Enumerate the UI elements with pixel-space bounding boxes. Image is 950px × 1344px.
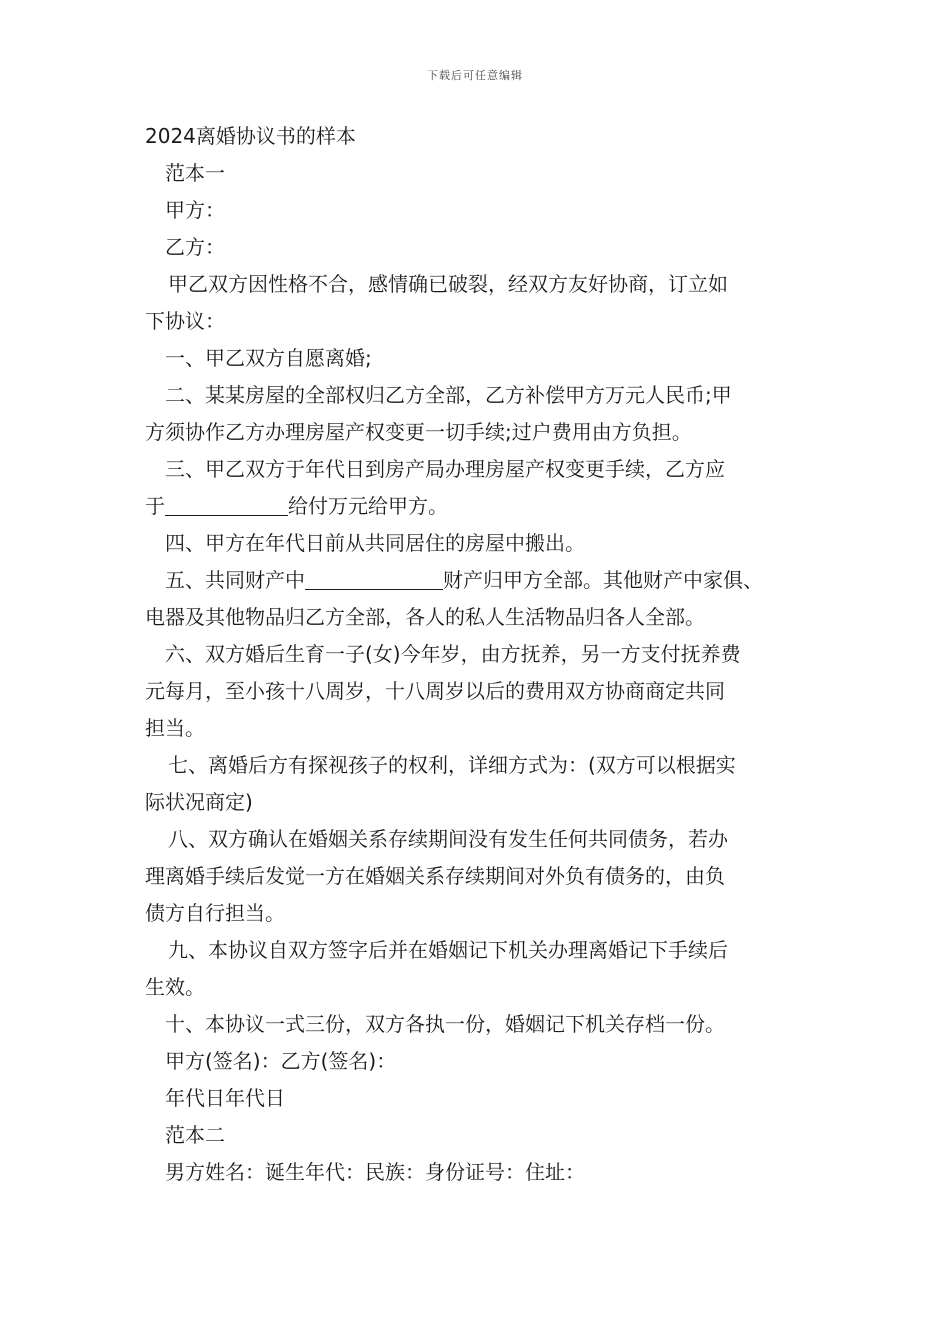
party-a-line: 甲方： xyxy=(165,198,225,222)
document-body xyxy=(145,118,815,1191)
clause-3-prefix: 于 xyxy=(145,494,165,518)
clause-4: 四、甲方在年代日前从共同居住的房屋中搬出。 xyxy=(165,531,585,555)
clause-7-line-1: 七、离婚后方有探视孩子的权利，详细方式为：(双方可以根据实 xyxy=(168,753,736,777)
clause-9-line-2: 生效。 xyxy=(145,975,205,999)
clause-3-line-1: 三、甲乙双方于年代日到房产局办理房屋产权变更手续，乙方应 xyxy=(165,457,725,481)
clause-5-line-2: 电器及其他物品归乙方全部，各人的私人生活物品归各人全部。 xyxy=(145,605,705,629)
clause-6-line-1: 六、双方婚后生育一子(女)今年岁，由方抚养，另一方支付抚养费 xyxy=(165,642,741,666)
header-note: 下载后可任意编辑 xyxy=(427,69,523,82)
sample1-label: 范本一 xyxy=(165,161,225,185)
fill-in-blank xyxy=(165,495,288,516)
clause-2-line-2: 方须协作乙方办理房屋产权变更一切手续;过户费用由方负担。 xyxy=(145,420,692,444)
clause-1: 一、甲乙双方自愿离婚; xyxy=(165,346,372,370)
clause-3-line-2 xyxy=(145,488,815,525)
clause-3-suffix: 给付万元给甲方。 xyxy=(288,494,448,518)
clause-5-prefix: 五、共同财产中 xyxy=(165,568,305,592)
clause-7-line-2: 际状况商定) xyxy=(145,790,253,814)
clause-8-line-1: 八、双方确认在婚姻关系存续期间没有发生任何共同债务，若办 xyxy=(168,827,728,851)
document-title: 2024离婚协议书的样本 xyxy=(145,124,356,148)
male-info-line: 男方姓名：诞生年代：民族：身份证号：住址： xyxy=(165,1160,585,1184)
clause-5-line-1 xyxy=(145,562,815,599)
clause-6-line-2: 元每月，至小孩十八周岁，十八周岁以后的费用双方协商商定共同 xyxy=(145,679,725,703)
clause-10: 十、本协议一式三份，双方各执一份，婚姻记下机关存档一份。 xyxy=(165,1012,725,1036)
intro-line-1: 甲乙双方因性格不合，感情确已破裂，经双方友好协商，订立如 xyxy=(168,272,728,296)
clause-5-suffix: 财产归甲方全部。其他财产中家俱、 xyxy=(443,568,763,592)
signature-line: 甲方(签名)：乙方(签名)： xyxy=(165,1049,397,1073)
clause-8-line-2: 理离婚手续后发觉一方在婚姻关系存续期间对外负有债务的，由负 xyxy=(145,864,725,888)
clause-6-line-3: 担当。 xyxy=(145,716,205,740)
intro-line-2: 下协议： xyxy=(145,309,225,333)
date-line: 年代日年代日 xyxy=(165,1086,285,1110)
clause-8-line-3: 债方自行担当。 xyxy=(145,901,285,925)
party-b-line: 乙方： xyxy=(165,235,225,259)
clause-2-line-1: 二、某某房屋的全部权归乙方全部，乙方补偿甲方万元人民币;甲 xyxy=(165,383,732,407)
clause-9-line-1: 九、本协议自双方签字后并在婚姻记下机关办理离婚记下手续后 xyxy=(168,938,728,962)
fill-in-blank xyxy=(305,569,443,590)
sample2-label: 范本二 xyxy=(165,1123,225,1147)
